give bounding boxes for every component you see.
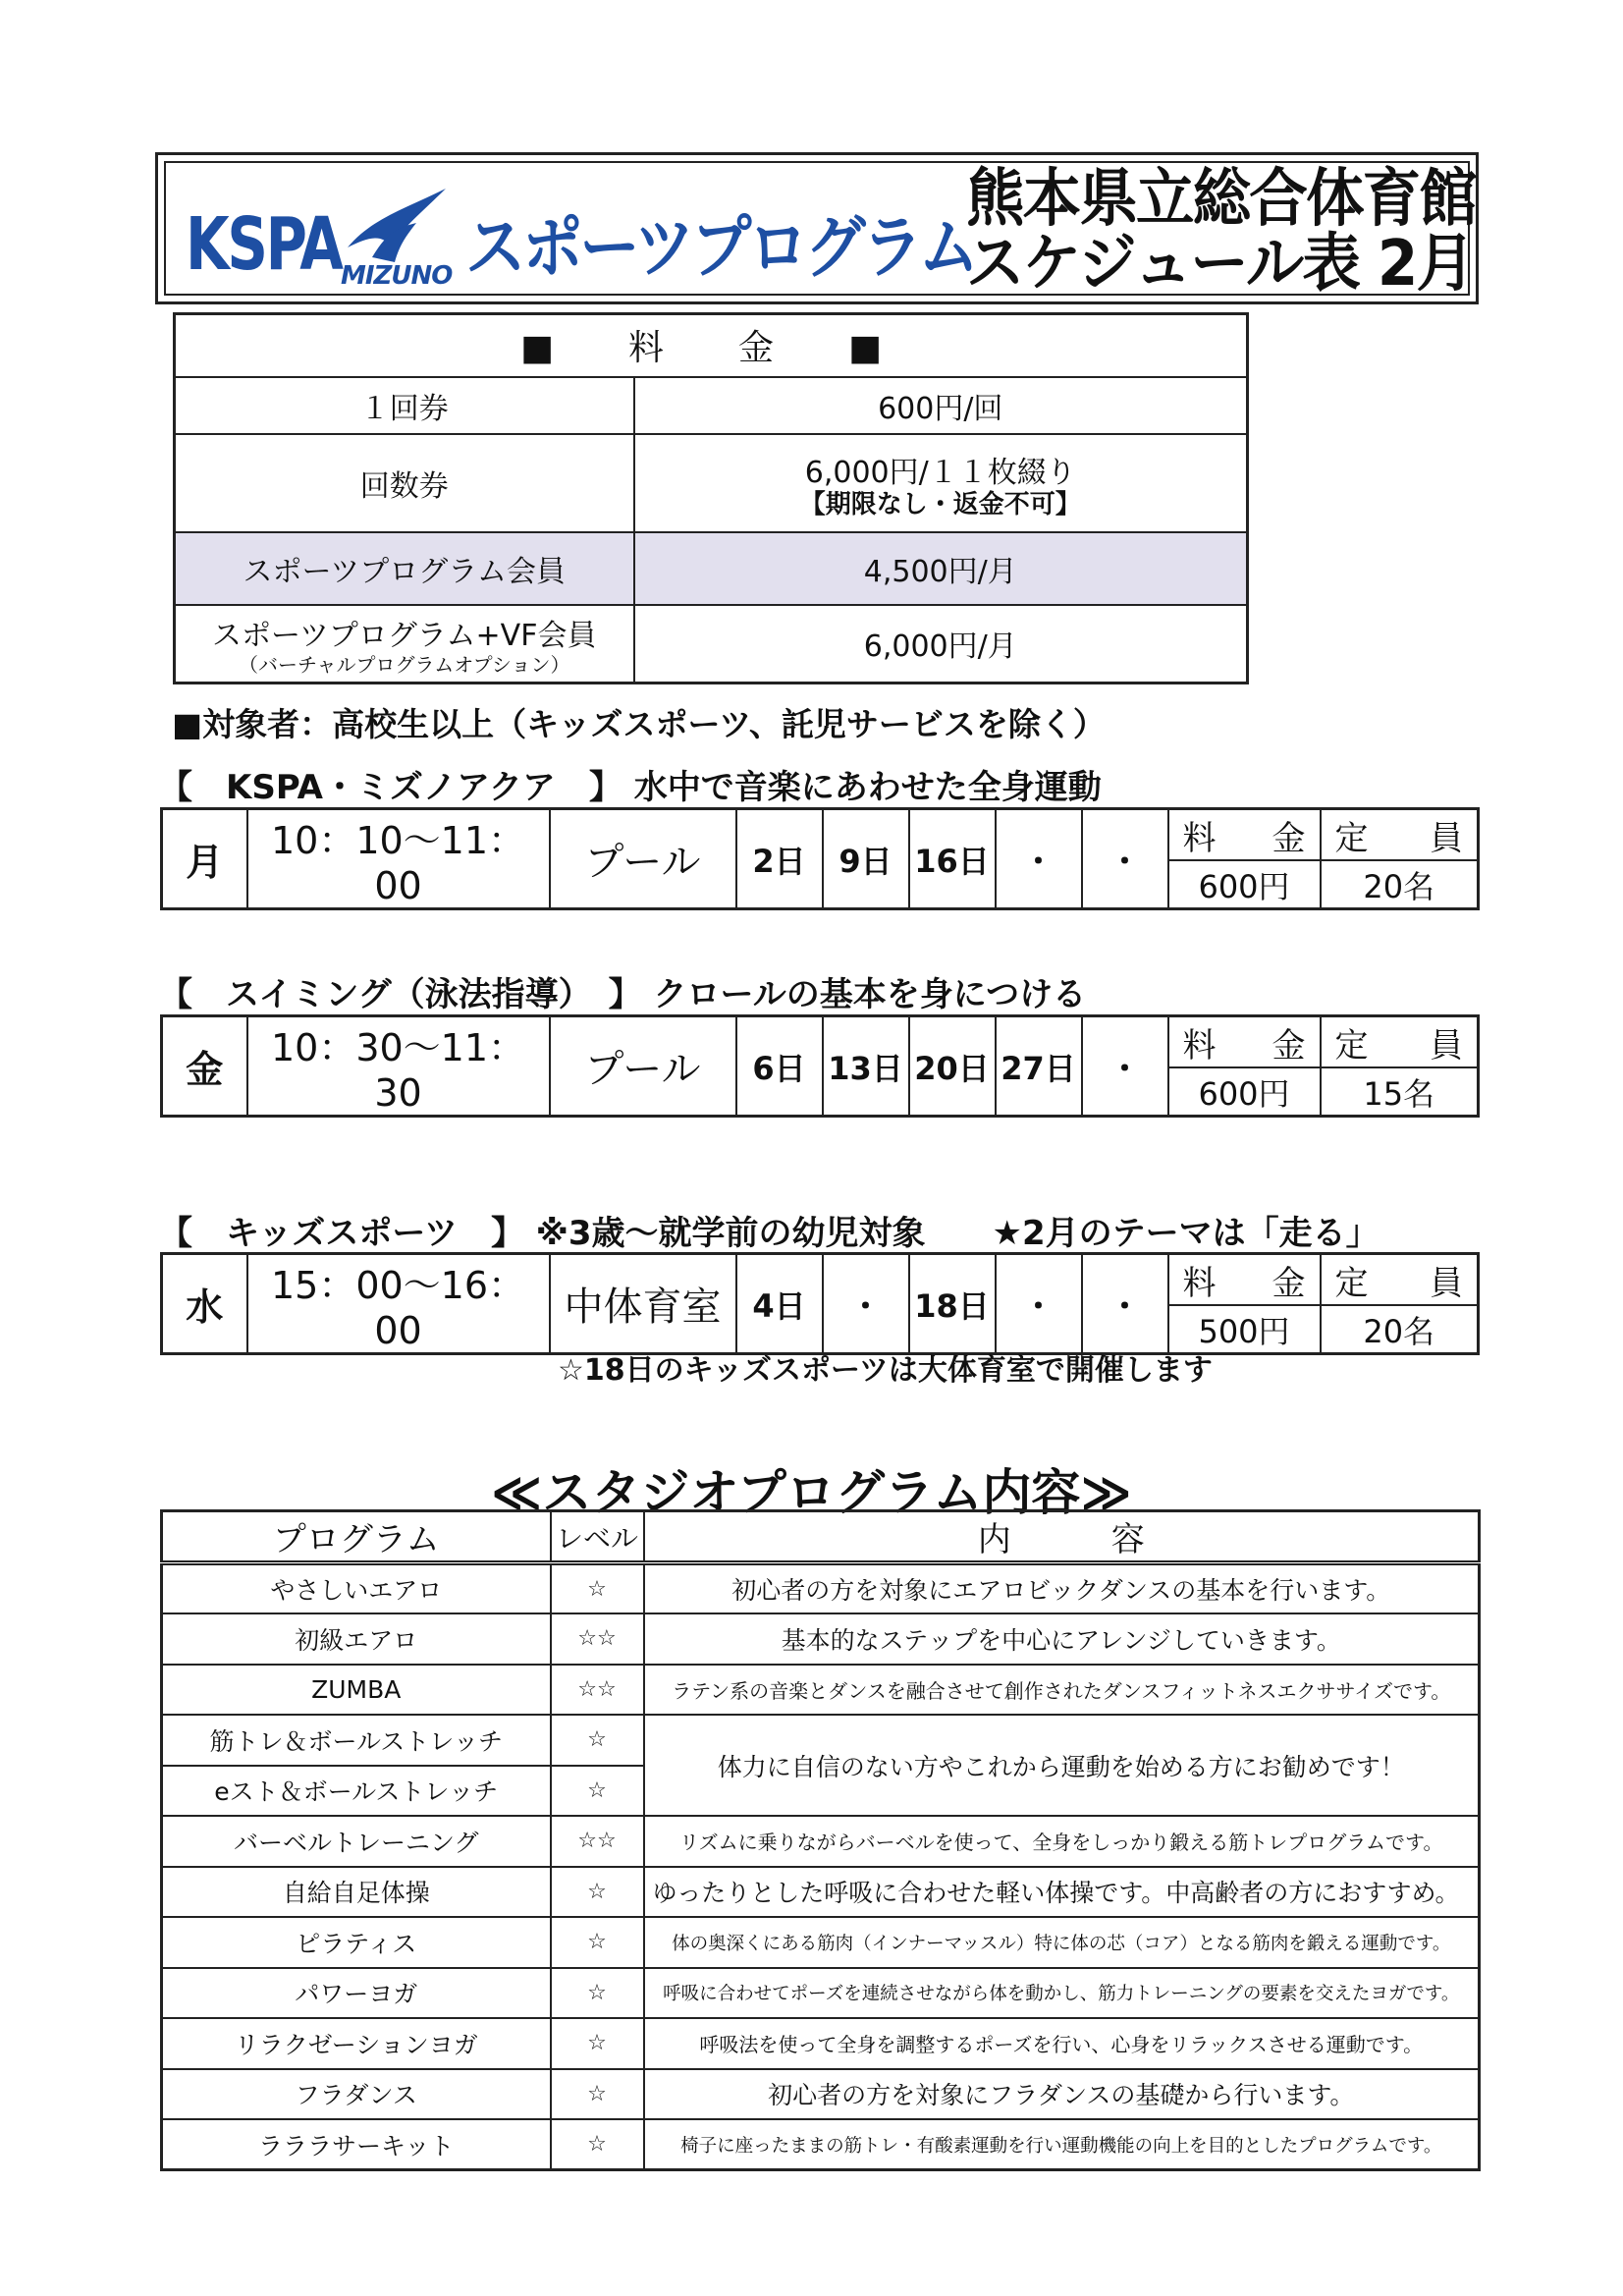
target-audience: ■対象者：高校生以上（キッズスポーツ、託児サービスを除く） — [172, 705, 1106, 743]
schedule-date: ・ — [823, 1254, 909, 1354]
schedule-table — [160, 1252, 1480, 1355]
venue-line2: スケジュール表 2月 — [966, 228, 1474, 301]
program-level: ☆ — [551, 1766, 644, 1817]
program-desc: 初心者の方を対象にフラダンスの基礎から行います。 — [644, 2069, 1480, 2120]
program-name: ピラティス — [162, 1917, 551, 1968]
fee-label: 回数券 — [175, 434, 634, 532]
program-level: ☆ — [551, 2018, 644, 2069]
fee-table — [173, 312, 1249, 684]
capacity-value: 20名 — [1321, 1305, 1479, 1353]
venue-line1: 熊本県立総合体育館 — [966, 163, 1476, 236]
fee-price: 6,000円/１１枚綴り — [804, 455, 1076, 490]
program-level: ☆ — [551, 2119, 644, 2170]
fee-label-cell — [175, 605, 634, 683]
schedule-time: 15：00～16：00 — [247, 1254, 550, 1354]
program-level: ☆ — [551, 1563, 644, 1614]
fee-value: 600円 — [1168, 860, 1321, 908]
table-row — [162, 1917, 1480, 1968]
fee-label: 料金 — [1168, 1254, 1321, 1306]
column-header-level: レベル — [551, 1511, 644, 1563]
schedule-time: 10：10～11：00 — [247, 809, 550, 909]
schedule-date: ・ — [1082, 1016, 1168, 1117]
program-desc: 呼吸に合わせてポーズを連続させながら体を動かし、筋力トレーニングの要素を交えたヨガです。 — [644, 1968, 1480, 2019]
program-name: 初級エアロ — [162, 1613, 551, 1665]
table-row — [162, 1968, 1480, 2019]
schedule-place: プール — [550, 809, 736, 909]
table-row — [162, 1613, 1480, 1665]
schedule-heading: 【 KSPA・ミズノアクア 】 水中で音楽にあわせた全身運動 — [159, 768, 1102, 807]
venue-title — [966, 163, 1476, 301]
program-name: リラクゼーションヨガ — [162, 2018, 551, 2069]
fee-value: 500円 — [1168, 1305, 1321, 1353]
fee-label: 料金 — [1168, 1016, 1321, 1068]
schedule-time: 10：30～11：30 — [247, 1016, 550, 1117]
program-level: ☆ — [551, 1867, 644, 1918]
program-name: パワーヨガ — [162, 1968, 551, 2019]
table-row — [162, 2119, 1480, 2170]
program-name: バーベルトレーニング — [162, 1816, 551, 1867]
schedule-day: 水 — [162, 1254, 247, 1354]
schedule-date: 2日 — [736, 809, 823, 909]
fee-label: １回券 — [175, 377, 634, 434]
header-banner-inner — [164, 161, 1476, 301]
fee-price-cell — [634, 434, 1248, 532]
program-name: ZUMBA — [162, 1665, 551, 1716]
table-row — [162, 1816, 1480, 1867]
fee-table-header: ■ 料 金 ■ — [175, 314, 1248, 377]
fee-label: スポーツプログラム会員 — [175, 532, 634, 605]
fee-note: 【期限なし・返金不可】 — [799, 489, 1081, 519]
schedule-date: 4日 — [736, 1254, 823, 1354]
fee-value: 600円 — [1168, 1067, 1321, 1116]
schedule-table — [160, 807, 1480, 910]
schedule-date: 16日 — [909, 809, 996, 909]
column-header-program: プログラム — [162, 1511, 551, 1563]
program-title: スポーツプログラム — [465, 207, 976, 288]
schedule-date: 27日 — [996, 1016, 1082, 1117]
program-desc: ラテン系の音楽とダンスを融合させて創作されたダンスフィットネスエクササイズです。 — [644, 1665, 1480, 1716]
fee-row — [175, 605, 1248, 683]
program-level: ☆ — [551, 1917, 644, 1968]
program-level: ☆ — [551, 1715, 644, 1766]
program-desc: 初心者の方を対象にエアロビックダンスの基本を行います。 — [644, 1563, 1480, 1614]
fee-row — [175, 532, 1248, 605]
capacity-label: 定員 — [1321, 1254, 1479, 1306]
fee-label-sub: （バーチャルプログラムオプション） — [239, 653, 570, 678]
capacity-label: 定員 — [1321, 1016, 1479, 1068]
program-desc: リズムに乗りながらバーベルを使って、全身をしっかり鍛える筋トレプログラムです。 — [644, 1816, 1480, 1867]
schedule-date: 20日 — [909, 1016, 996, 1117]
program-desc: ゆったりとした呼吸に合わせた軽い体操です。中高齢者の方におすすめ。 — [644, 1867, 1480, 1918]
program-name: フラダンス — [162, 2069, 551, 2120]
table-row — [162, 2018, 1480, 2069]
program-level: ☆☆ — [551, 1816, 644, 1867]
program-level: ☆ — [551, 1968, 644, 2019]
table-row — [162, 2069, 1480, 2120]
schedule-day: 月 — [162, 809, 247, 909]
fee-label: 料金 — [1168, 809, 1321, 861]
program-desc: 基本的なステップを中心にアレンジしていきます。 — [644, 1613, 1480, 1665]
schedule-date: 13日 — [823, 1016, 909, 1117]
fee-row — [175, 434, 1248, 532]
schedule-date: ・ — [1082, 1254, 1168, 1354]
schedule-date: ・ — [996, 1254, 1082, 1354]
schedule-place: 中体育室 — [550, 1254, 736, 1354]
schedule-date: ・ — [996, 809, 1082, 909]
schedule-date: ・ — [1082, 809, 1168, 909]
table-row — [162, 1715, 1480, 1766]
program-desc: 体力に自信のない方やこれから運動を始める方にお勧めです！ — [644, 1715, 1480, 1816]
program-level: ☆☆ — [551, 1665, 644, 1716]
schedule-date: 9日 — [823, 809, 909, 909]
table-row — [162, 1665, 1480, 1716]
table-row — [162, 1867, 1480, 1918]
program-level: ☆☆ — [551, 1613, 644, 1665]
studio-program-table — [160, 1509, 1481, 2171]
header-banner — [155, 152, 1479, 304]
fee-price: 600円/回 — [634, 377, 1248, 434]
program-desc: 体の奥深くにある筋肉（インナーマッスル）特に体の芯（コア）となる筋肉を鍛える運動です。 — [644, 1917, 1480, 1968]
fee-row — [175, 377, 1248, 434]
capacity-value: 15名 — [1321, 1067, 1479, 1116]
schedule-table — [160, 1014, 1480, 1118]
kspa-logo: KSPA — [186, 202, 342, 287]
mizuno-wordmark: MIZUNO — [341, 261, 453, 291]
program-name: 自給自足体操 — [162, 1867, 551, 1918]
capacity-label: 定員 — [1321, 809, 1479, 861]
schedule-day: 金 — [162, 1016, 247, 1117]
fee-label: スポーツプログラム+VF会員 — [212, 619, 597, 654]
program-desc: 椅子に座ったままの筋トレ・有酸素運動を行い運動機能の向上を目的としたプログラムです。 — [644, 2119, 1480, 2170]
studio-program-title: ≪スタジオプログラム内容≫ — [491, 1464, 1132, 1521]
fee-price: 6,000円/月 — [634, 605, 1248, 683]
program-desc: 呼吸法を使って全身を調整するポーズを行い、心身をリラックスさせる運動です。 — [644, 2018, 1480, 2069]
table-row — [162, 1563, 1480, 1614]
kids-venue-note: ☆18日のキッズスポーツは大体育室で開催します — [558, 1353, 1213, 1388]
column-header-content: 内 容 — [644, 1511, 1480, 1563]
program-level: ☆ — [551, 2069, 644, 2120]
program-name: eスト＆ボールストレッチ — [162, 1766, 551, 1817]
fee-price: 4,500円/月 — [634, 532, 1248, 605]
program-name: ラララサーキット — [162, 2119, 551, 2170]
schedule-date: 18日 — [909, 1254, 996, 1354]
program-name: 筋トレ＆ボールストレッチ — [162, 1715, 551, 1766]
schedule-heading: 【 キッズスポーツ 】 ※3歳～就学前の幼児対象 ★2月のテーマは「走る」 — [159, 1214, 1380, 1253]
program-name: やさしいエアロ — [162, 1563, 551, 1614]
schedule-heading: 【 スイミング（泳法指導） 】 クロールの基本を身につける — [159, 975, 1087, 1014]
capacity-value: 20名 — [1321, 860, 1479, 908]
schedule-date: 6日 — [736, 1016, 823, 1117]
schedule-place: プール — [550, 1016, 736, 1117]
